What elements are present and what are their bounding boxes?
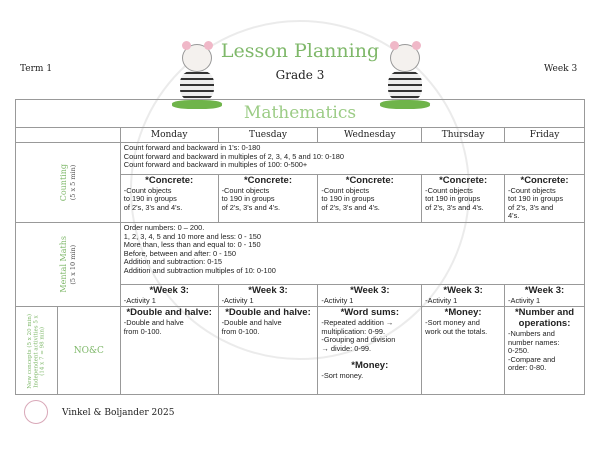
activity-line: -Activity 1 — [221, 295, 254, 305]
noc-tuesday-cell — [218, 307, 318, 395]
activity-line: -Grouping and division — [321, 335, 396, 345]
activity-line: tot 190 in groups — [508, 194, 564, 204]
activity-line: → divide: 0-99. — [321, 343, 372, 353]
counting-objectives — [120, 143, 584, 175]
noc-side-label-cell — [16, 307, 58, 395]
activity-line: -Count objects — [321, 185, 370, 195]
activity-line: -Activity 1 — [425, 295, 458, 305]
activity-line: tot 190 in groups — [425, 194, 481, 204]
noc-side-line: Independent activities 5 x — [33, 314, 40, 388]
counting-label: Counting — [58, 163, 68, 202]
mental-maths-time: (5 x 10 min) — [68, 244, 77, 285]
mental-maths-label: Mental Maths — [58, 236, 68, 294]
objective-line: Addition and subtraction: 0-15 — [123, 257, 222, 267]
week-label: Week 3 — [544, 64, 578, 74]
activity-heading: *Number and operations: — [514, 307, 575, 330]
activity-line: -Sort money and — [425, 318, 480, 328]
day-header-monday: Monday — [120, 128, 218, 143]
noc-label-cell — [57, 307, 120, 395]
blank-header-cell — [16, 128, 121, 143]
activity-heading: *Concrete: — [439, 175, 488, 186]
objective-line: Order numbers: 0 – 200. — [123, 223, 205, 232]
counting-label-cell — [16, 143, 121, 223]
activity-line: from 0-100. — [221, 326, 260, 336]
activity-line: work out the totals. — [425, 326, 488, 336]
objective-line: More than, less than and equal to: 0 - 150 — [123, 240, 261, 250]
objective-line: Before, between and after: 0 - 150 — [123, 248, 236, 258]
activity-line: of 2's, 3's and 4's. — [321, 202, 380, 212]
mental-friday-cell — [505, 285, 585, 307]
counting-monday-cell — [120, 175, 218, 223]
objective-line: Addition and subtraction multiples of 10: 0-100 — [123, 265, 276, 275]
noc-friday-cell — [505, 307, 585, 395]
activity-line: -Count objects — [508, 185, 556, 195]
mental-wednesday-cell — [318, 285, 422, 307]
activity-line: 0-250. — [508, 346, 530, 356]
activity-line: multiplication: 0-99. — [321, 326, 386, 336]
noc-side-line: New concepts (5 x 20 min) — [26, 313, 33, 389]
activity-line: -Double and halve — [123, 318, 184, 328]
noc-label: NO&C — [73, 345, 104, 356]
activity-line: -Activity 1 — [508, 295, 541, 305]
mental-tuesday-cell — [218, 285, 318, 307]
day-header-tuesday: Tuesday — [218, 128, 318, 143]
activity-heading: *Week 3: — [149, 285, 189, 296]
footer-credit: Vinkel & Boljander 2025 — [62, 408, 175, 418]
noc-monday-cell — [120, 307, 218, 395]
page-title: Lesson Planning — [220, 40, 380, 62]
day-header-thursday: Thursday — [422, 128, 505, 143]
mental-monday-cell — [120, 285, 218, 307]
lesson-plan-table — [15, 99, 585, 395]
activity-line: of 2's, 3's and 4's. — [123, 202, 183, 212]
objective-line: 1, 2, 3, 4, 5 and 10 more and less: 0 - 150 — [123, 231, 262, 241]
activity-line: to 190 in groups — [221, 194, 275, 204]
objective-line: Count forward and backward in multiples of 2, 3, 4, 5 and 10: 0-180 — [123, 151, 345, 161]
activity-heading: *Week 3: — [350, 285, 390, 296]
subject-heading: Mathematics — [16, 100, 585, 128]
grade-label: Grade 3 — [275, 68, 325, 82]
activity-line: -Count objects — [425, 185, 473, 195]
activity-heading: *Week 3: — [248, 285, 288, 296]
activity-line: order: 0-80. — [508, 363, 547, 373]
activity-line: 4's. — [508, 211, 520, 221]
noc-thursday-cell — [422, 307, 505, 395]
objective-line: Count forward and backward in multiples of 100: 0-500+ — [123, 160, 308, 170]
activity-line: -Double and halve — [221, 318, 282, 328]
mental-maths-label-cell — [16, 223, 121, 307]
activity-heading: *Word sums: — [340, 307, 399, 319]
activity-line: of 2's, 3's and 4's. — [425, 202, 484, 212]
day-header-friday: Friday — [505, 128, 585, 143]
counting-wednesday-cell — [318, 175, 422, 223]
activity-line: -Activity 1 — [123, 295, 156, 305]
noc-side-line: (14 x 7 = 98 min) — [39, 326, 46, 376]
activity-heading: *Money: — [444, 307, 482, 319]
activity-line: -Activity 1 — [321, 295, 354, 305]
activity-line: number names: — [508, 337, 560, 347]
mental-objectives — [120, 223, 584, 285]
activity-line: -Numbers and — [508, 329, 555, 339]
activity-line: -Repeated addition → — [321, 318, 394, 328]
activity-heading: *Week 3: — [443, 285, 483, 296]
activity-line: to 190 in groups — [321, 194, 375, 204]
activity-heading: *Double and halve: — [225, 307, 311, 319]
brand-logo — [24, 400, 48, 424]
term-label: Term 1 — [20, 64, 53, 74]
day-header-wednesday: Wednesday — [318, 128, 422, 143]
activity-heading: *Week 3: — [524, 285, 565, 296]
activity-line: of 2's, 3's and 4's. — [221, 202, 281, 212]
activity-line: of 2's, 3's and — [508, 202, 554, 212]
activity-line: to 190 in groups — [123, 194, 177, 204]
mental-thursday-cell — [422, 285, 505, 307]
activity-heading: *Double and halve: — [126, 307, 212, 319]
activity-heading: *Concrete: — [243, 175, 293, 186]
counting-friday-cell — [505, 175, 585, 223]
activity-heading: *Concrete: — [145, 175, 194, 186]
activity-line: -Sort money. — [321, 371, 364, 381]
counting-thursday-cell — [422, 175, 505, 223]
noc-wednesday-cell — [318, 307, 422, 395]
activity-line: -Compare and — [508, 354, 556, 364]
counting-time: (5 x 5 min) — [68, 164, 77, 201]
activity-line: -Count objects — [221, 185, 270, 195]
activity-heading: *Money: — [351, 360, 389, 372]
activity-heading: *Concrete: — [520, 175, 569, 186]
objective-line: Count forward and backward in 1's: 0-180 — [123, 143, 261, 152]
counting-tuesday-cell — [218, 175, 318, 223]
activity-line: from 0-100. — [123, 326, 162, 336]
activity-line: -Count objects — [123, 185, 172, 195]
activity-heading: *Concrete: — [345, 175, 394, 186]
